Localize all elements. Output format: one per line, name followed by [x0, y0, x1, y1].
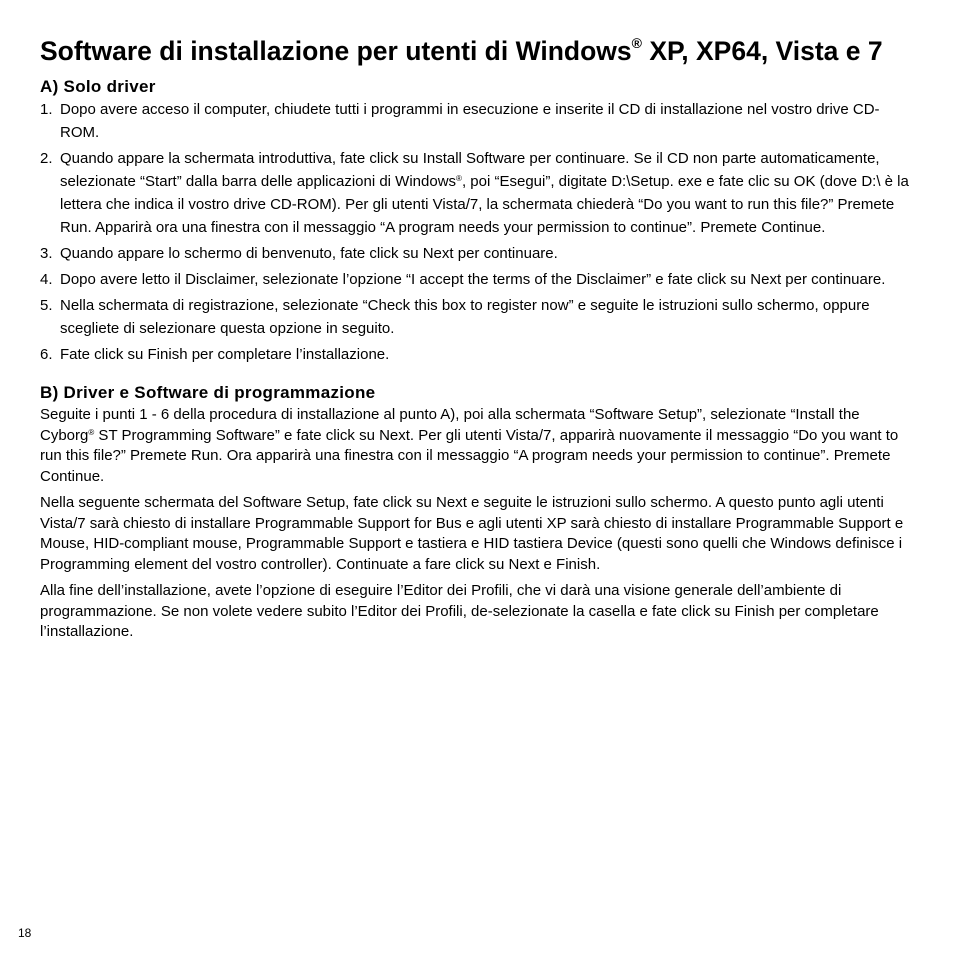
step-text: Nella schermata di registrazione, selezionate “Check this box to register now” e seguite le istruzioni sullo schermo, oppure scegliete di selezionare questa opzione in seguito. — [60, 297, 870, 337]
step-item — [40, 147, 916, 239]
page-title: Software di installazione per utenti di Windows® XP, XP64, Vista e 7 — [40, 35, 883, 66]
step-number: 3. — [40, 245, 53, 262]
step-number: 1. — [40, 101, 53, 118]
step-text: Dopo avere acceso il computer, chiudete tutti i programmi in esecuzione e inserite il CD di installazione nel vostro drive CD-ROM. — [60, 101, 880, 141]
step-item — [40, 242, 916, 265]
step-number: 4. — [40, 271, 53, 288]
step-number: 5. — [40, 297, 53, 314]
registered-mark: ® — [88, 427, 95, 437]
step-text: Quando appare la schermata introduttiva, fate click su Install Software per continuare. Se il CD non parte automaticamente, selezionate “Start” dalla barra delle applicazioni di Windows — [60, 150, 880, 190]
step-item — [40, 343, 916, 366]
section-b-paragraph-2: Nella seguente schermata del Software Setup, fate click su Next e seguite le istruzioni sullo schermo. A questo punto agli utenti Vista/7 sarà chiesto di installare Programmable Support for Bus e agli utenti XP sarà chiesto di installare Programmable Support e Mouse, HID-compliant mouse, Programmable Support e tastiera e HID tastiera Device (questi sono quelli che Windows definisce i Programming element del vostro controller). Continuate a fare click su Next e Finish. — [40, 494, 904, 573]
step-item — [40, 294, 916, 340]
section-b-heading: B) Driver e Software di programmazione — [40, 383, 376, 402]
document-page — [40, 36, 916, 649]
section-b-paragraph-3: Alla fine dell’installazione, avete l’opzione di eseguire l’Editor dei Profili, che vi darà una visione generale dell’ambiente di programmazione. Se non volete vedere subito l’Editor dei Profili, de-selezionate la casella e fate click su Finish per completare l’installazione. — [40, 582, 879, 640]
step-item — [40, 98, 916, 144]
step-text: Quando appare lo schermo di benvenuto, fate click su Next per continuare. — [60, 245, 558, 262]
step-text: Fate click su Finish per completare l’installazione. — [60, 346, 390, 363]
registered-mark: ® — [631, 35, 642, 51]
section-a-heading: A) Solo driver — [40, 77, 156, 96]
step-text: Dopo avere letto il Disclaimer, selezionate l’opzione “I accept the terms of the Disclaimer” e fate click su Next per continuare. — [60, 271, 886, 288]
section-a-steps — [40, 98, 916, 366]
section-b-paragraph-1: Seguite i punti 1 - 6 della procedura di installazione al punto A), poi alla schermata “Software Setup”, selezionate “Install the Cyborg® ST Programming Software” e fate click su Next. Per gli utenti Vista/7, apparirà nuovamente il messaggio “Do you want to run this file?” Premete Run. Ora apparirà una finestra con il messaggio “A program needs your permission to continue”. Premete Continue. — [40, 406, 899, 485]
step-number: 2. — [40, 150, 53, 167]
step-text-continued: , poi “Esegui”, digitate D:\Setup. exe e fate clic su OK (dove D:\ è la lettera che indica il vostro drive CD-ROM). Per gli utenti Vista/7, la schermata chiederà “Do you want to run this file?” Premete Run. Apparirà ora una finestra con il messaggio “A program needs your permission to continue”. Premete Continue. — [60, 173, 909, 236]
page-number: 18 — [18, 926, 32, 940]
registered-mark: ® — [456, 174, 462, 183]
step-item — [40, 268, 916, 291]
step-number: 6. — [40, 346, 53, 363]
